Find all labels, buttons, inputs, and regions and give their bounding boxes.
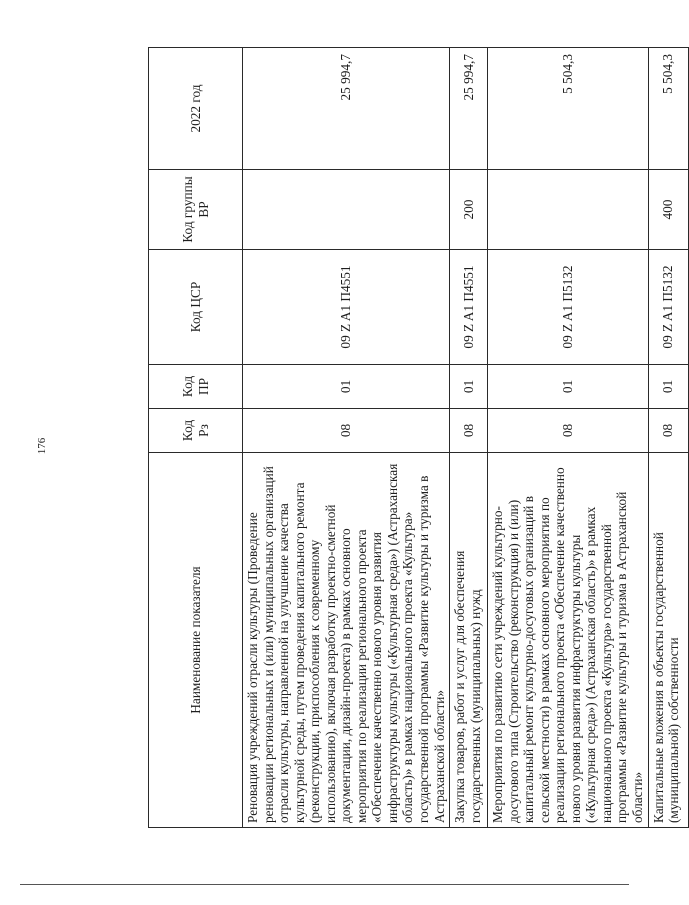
cell-vr: 200 bbox=[450, 170, 488, 250]
cell-name: Капитальные вложения в объекты государственной (муниципальной) собственности bbox=[648, 453, 688, 828]
cell-csr: 09 Z A1 П5132 bbox=[488, 250, 648, 365]
cell-amount: 25 994,7 bbox=[450, 48, 488, 170]
table-header-row bbox=[149, 48, 243, 828]
bottom-divider bbox=[20, 884, 629, 885]
cell-pr: 01 bbox=[450, 365, 488, 409]
header-pr: Код ПР bbox=[149, 365, 243, 409]
cell-rz: 08 bbox=[243, 409, 450, 453]
budget-table-container bbox=[148, 48, 682, 828]
cell-name: Закупка товаров, работ и услуг для обеспечения государственных (муниципальных) нужд bbox=[450, 453, 488, 828]
table-row bbox=[243, 48, 450, 828]
header-vr: Код группы ВР bbox=[149, 170, 243, 250]
budget-table bbox=[148, 47, 689, 828]
cell-amount: 25 994,7 bbox=[243, 48, 450, 170]
cell-rz: 08 bbox=[488, 409, 648, 453]
cell-vr bbox=[488, 170, 648, 250]
header-name: Наименование показателя bbox=[149, 453, 243, 828]
cell-csr: 09 Z A1 П5132 bbox=[648, 250, 688, 365]
cell-csr: 09 Z A1 П4551 bbox=[243, 250, 450, 365]
cell-pr: 01 bbox=[648, 365, 688, 409]
cell-amount: 5 504,3 bbox=[488, 48, 648, 170]
cell-rz: 08 bbox=[450, 409, 488, 453]
cell-rz: 08 bbox=[648, 409, 688, 453]
header-csr: Код ЦСР bbox=[149, 250, 243, 365]
table-row bbox=[648, 48, 688, 828]
cell-name: Мероприятия по развитию сети учреждений культурно-досугового типа (Строительство (реконструкция) и (или) капитальный ремонт культурно-досуговых организаций в сельской местности) в рамках основного мероприятия по реализации регионального проекта «Обеспечение качественно нового уровня развития инфраструктуры культуры («Культурная среда») (Астраханская область)» в рамках национального проекта «Культура» государственной программы «Развитие культуры и туризма в Астраханской области» bbox=[488, 453, 648, 828]
table-row bbox=[450, 48, 488, 828]
cell-pr: 01 bbox=[243, 365, 450, 409]
header-year: 2022 год bbox=[149, 48, 243, 170]
cell-vr: 400 bbox=[648, 170, 688, 250]
cell-csr: 09 Z A1 П4551 bbox=[450, 250, 488, 365]
cell-amount: 5 504,3 bbox=[648, 48, 688, 170]
cell-name: Реновация учреждений отрасли культуры (Проведение реновации региональных и (или) муниципальных организаций отрасли культуры, направленной на улучшение качества культурной среды, путем проведения капитального ремонта (реконструкции, приспособления к современному использованию), включая разработку проектно-сметной документации, дизайн-проекта) в рамках основного мероприятия по реализации регионального проекта «Обеспечение качественно нового уровня развития инфраструктуры культуры («Культурная среда») (Астраханская область)» в рамках национального проекта «Культура» государственной программы «Развитие культуры и туризма в Астраханской области» bbox=[243, 453, 450, 828]
page-number: 176 bbox=[36, 437, 48, 455]
cell-pr: 01 bbox=[488, 365, 648, 409]
header-rz: Код Рз bbox=[149, 409, 243, 453]
cell-vr bbox=[243, 170, 450, 250]
table-row bbox=[488, 48, 648, 828]
